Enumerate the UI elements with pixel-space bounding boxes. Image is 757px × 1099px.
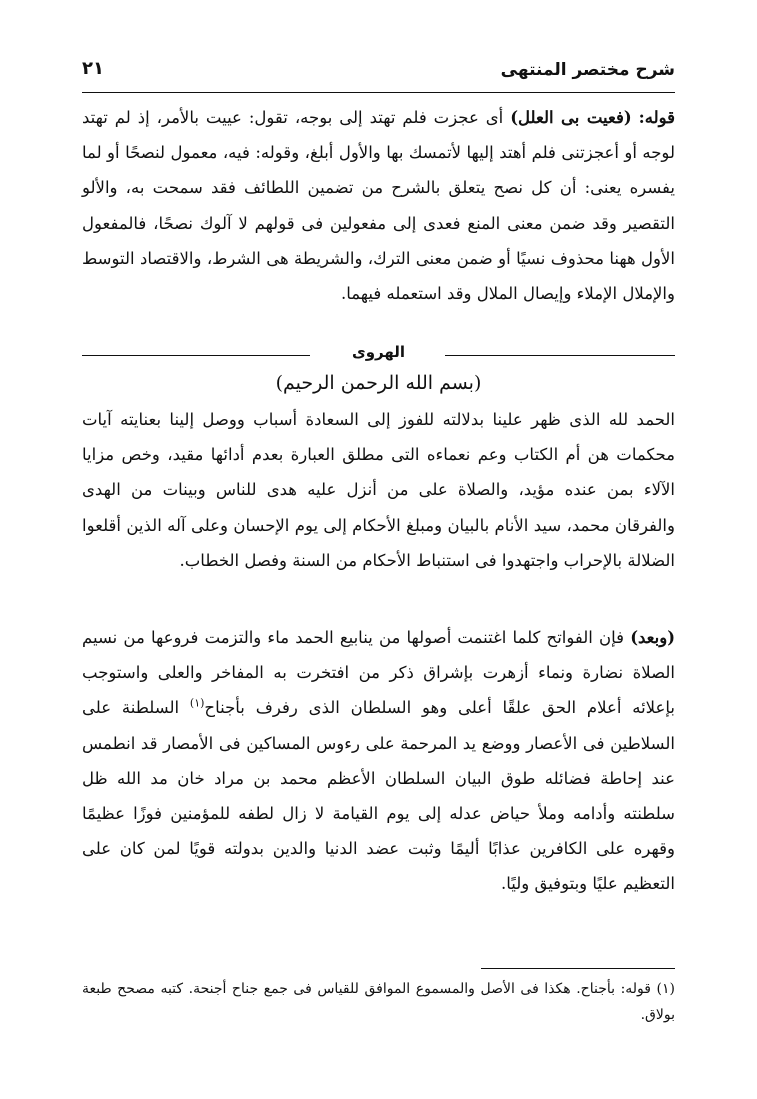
commentary-text: أى عجزت فلم تهتد إلى بوجه، تقول: عييت بالأمر، إذ لم تهتد لوجه أو أعجزتنى فلم أهتد إليها لأتمسك بها والأول أبلغ، وقوله: فيه، معمول لنصحًا أو لما يفسره يعنى: أن كل نصح يتعلق بالشرح من تضمين اللطائف فقد سمحت به، والألو التقصير وقد ضمن معنى المنع فعدى إلى مفعولين فى قولهم لا آلوك نصحًا، فالمفعول الأول ههنا محذوف نسيًا أو ضمن معنى الترك، والشريطة هى الشرط، والاقتصاد التوسط والإملال الإملاء وإيصال الملال وقد استعمله فيهما. bbox=[82, 108, 675, 304]
commentary-lead-label: قوله: bbox=[638, 108, 676, 127]
main-paragraph-lead: (وبعد) bbox=[630, 628, 675, 647]
basmala: (بسم الله الرحمن الرحيم) bbox=[275, 372, 482, 394]
section-divider bbox=[82, 343, 675, 367]
main-paragraph-text-a: فإن الفواتح كلما اغتنمت أصولها من ينابيع الحمد ماء والتزمت فروعها من نسيم الصلاة نضارة ونماء أزهرت بإشراق ذكر من افتخرت به المفاخر والعلى واستوجب بإعلائه أعلام الحق علقًا أعلى وهو السلطان الذى رفرف بأجناح bbox=[82, 628, 675, 718]
footnote: (١) قوله: بأجناح. هكذا فى الأصل والمسموع الموافق للقياس فى جمع جناح أجنحة. كتبه مصحح طبعة بولاق. bbox=[82, 981, 675, 1023]
running-header-title: شرح مختصر المنتهى bbox=[500, 60, 675, 80]
main-paragraph bbox=[82, 620, 675, 902]
section-label: الهروى bbox=[351, 343, 406, 361]
header-rule bbox=[82, 92, 675, 93]
page-number: ٢١ bbox=[82, 58, 104, 79]
footnote-reference[interactable]: (١) bbox=[189, 696, 205, 710]
running-header bbox=[82, 56, 675, 90]
footnote-separator bbox=[481, 968, 675, 969]
commentary-paragraph bbox=[82, 100, 675, 311]
section-divider-line-left bbox=[82, 355, 310, 356]
commentary-lead-quote: (فعيت بى العلل) bbox=[510, 108, 632, 127]
intro-paragraph: الحمد لله الذى ظهر علينا بدلالته للفوز إلى السعادة أسباب ووصل إلينا بعنايته آيات محكمات هن أم الكتاب وعم نعماءه التى مطلق العبارة بعدم أدائها مقيد، وخص مزايا الآلاء بمن عنده مؤيد، والصلاة على من أنزل عليه هدى للناس وبينات من الهدى والفرقان محمد، سيد الأنام بالبيان ومبلغ الأحكام إلى يوم الإحسان وعلى آله الذين أقلعوا الضلالة بالإحراب واجتهدوا فى استنباط الأحكام من السنة وفصل الخطاب. bbox=[82, 410, 675, 570]
main-paragraph-text-b: السلطنة على السلاطين فى الأعصار ووضع يد المرحمة على رءوس المساكين فى الأمصار قد انطمس عند إحاطة فضائله طوق البيان السلطان الأعظم محمد بن مراد خان مد الله ظل سلطنته وأدامه وملأ حياض عدله إلى يوم القيامة لا زال لطفه للمؤمنين فوزًا عظيمًا وقهره على الكافرين عذابًا أليمًا وثبت عضد الدنيا والدين بدولته قويًا لمن كان على التعظيم عليًا وبتوفيق وليًا. bbox=[82, 698, 675, 894]
